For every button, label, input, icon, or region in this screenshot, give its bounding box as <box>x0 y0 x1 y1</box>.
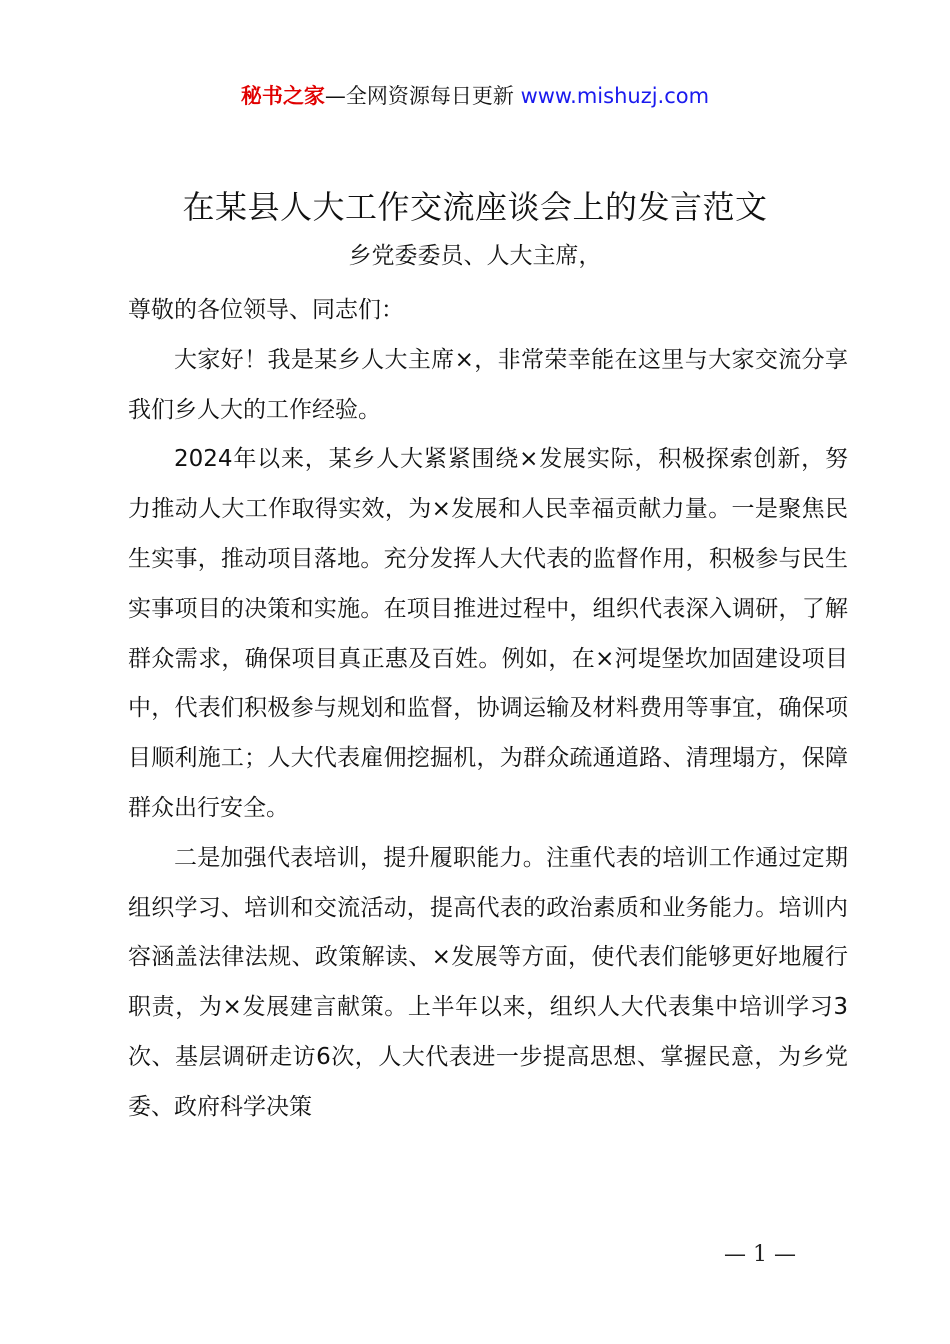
salutation: 尊敬的各位领导、同志们： <box>128 297 404 323</box>
site-tagline: —全网资源每日更新 <box>324 84 521 108</box>
site-url-link[interactable]: www.mishuzj.com <box>520 84 710 108</box>
document-subtitle: 乡党委委员、人大主席， <box>348 243 602 269</box>
site-brand: 秘书之家 <box>240 84 325 108</box>
page-number: — 1 — <box>724 1242 796 1267</box>
paragraph: 二是加强代表培训，提升履职能力。注重代表的培训工作通过定期组织学习、培训和交流活动，提高代表的政治素质和业务能力。培训内容涵盖法律法规、政策解读、×发展等方面，使代表们能够更好地履行职责，为×发展建言献策。上半年以来，组织人大代表集中培训学习3次、基层调研走访6次，人大代表进一步提高思想、掌握民意，为乡党委、政府科学决策 <box>128 844 848 1120</box>
site-header <box>0 80 950 112</box>
paragraph: 2024年以来，某乡人大紧紧围绕×发展实际，积极探索创新，努力推动人大工作取得实效，为×发展和人民幸福贡献力量。一是聚焦民生实事，推动项目落地。充分发挥人大代表的监督作用，积极参与民生实事项目的决策和实施。在项目推进过程中，组织代表深入调研，了解群众需求，确保项目真正惠及百姓。例如，在×河堤堡坎加固建设项目中，代表们积极参与规划和监督，协调运输及材料费用等事宜，确保项目顺利施工；人大代表雇佣挖掘机，为群众疏通道路、清理塌方，保障群众出行安全。 <box>128 446 848 821</box>
paragraph: 大家好！我是某乡人大主席×，非常荣幸能在这里与大家交流分享我们乡人大的工作经验。 <box>128 346 848 423</box>
document-body <box>128 286 848 1133</box>
document-title: 在某县人大工作交流座谈会上的发言范文 <box>182 188 768 226</box>
